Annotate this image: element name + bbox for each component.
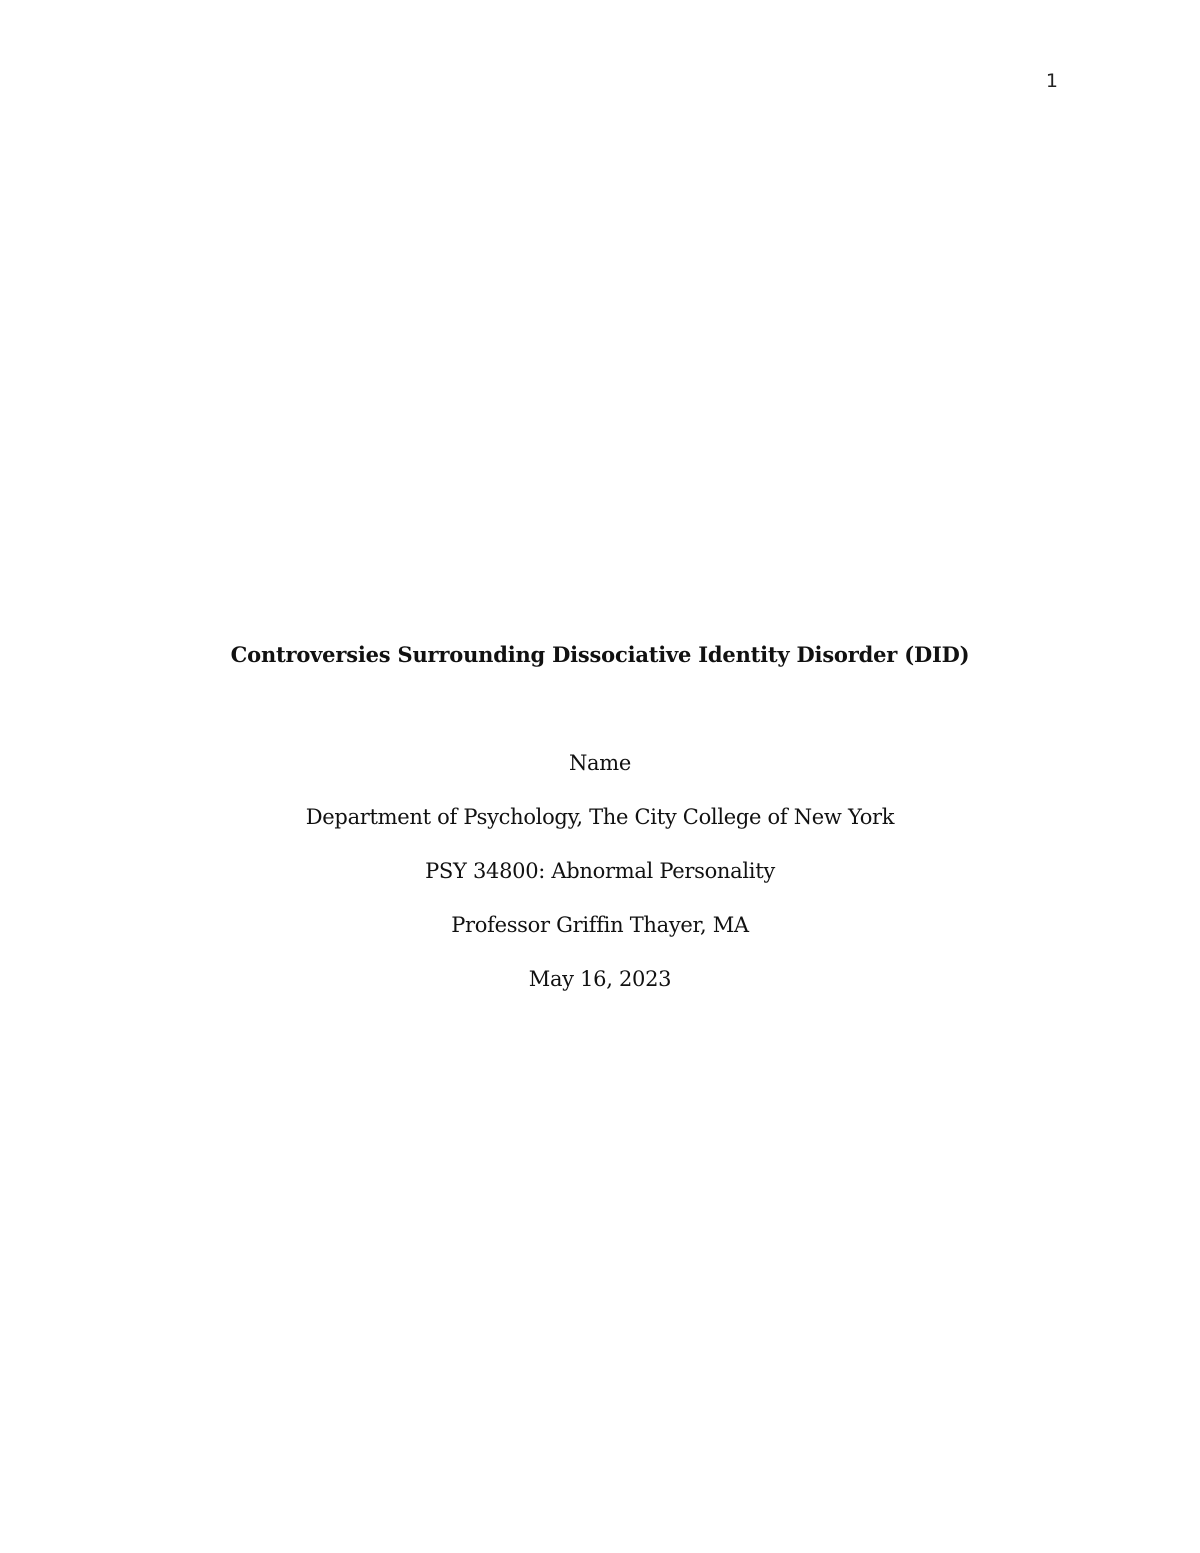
title-page (0, 640, 1200, 1018)
page-number: 1 (1045, 70, 1058, 92)
author-info (0, 748, 1200, 994)
affiliation: Department of Psychology, The City College of New York (305, 805, 895, 829)
course-name: PSY 34800: Abnormal Personality (425, 859, 775, 883)
author-name: Name (568, 751, 632, 775)
submission-date: May 16, 2023 (528, 967, 672, 991)
paper-title: Controversies Surrounding Dissociative Identity Disorder (DID) (230, 642, 970, 667)
instructor-name: Professor Griffin Thayer, MA (451, 913, 749, 937)
